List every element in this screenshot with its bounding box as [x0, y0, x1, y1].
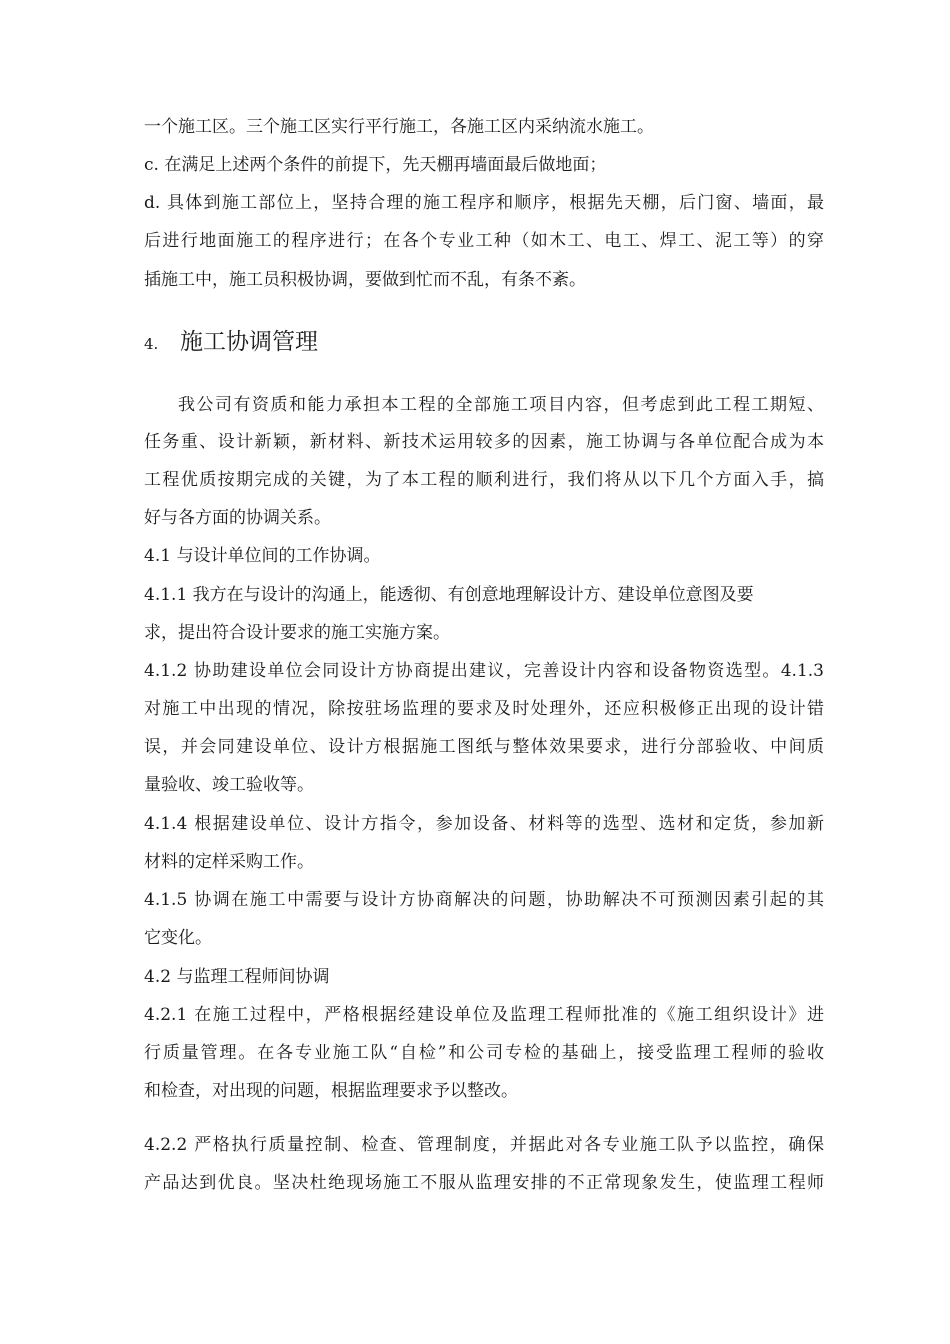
paragraph-line: 任务重、设计新颖，新材料、新技术运用较多的因素，施工协调与各单位配合成为本 — [144, 432, 824, 452]
paragraph-line: 一个施工区。三个施工区实行平行施工，各施工区内采纳流水施工。 — [144, 117, 654, 137]
paragraph-line: 量验收、竣工验收等。 — [144, 775, 314, 795]
paragraph-line: 插施工中，施工员积极协调，要做到忙而不乱，有条不紊。 — [144, 270, 586, 290]
paragraph-line: 和检查，对出现的问题，根据监理要求予以整改。 — [144, 1081, 518, 1101]
paragraph-line: 后进行地面施工的程序进行；在各个专业工种（如木工、电工、焊工、泥工等）的穿 — [144, 231, 824, 251]
paragraph-line: 行质量管理。在各专业施工队“自检”和公司专检的基础上，接受监理工程师的验收 — [144, 1043, 824, 1063]
paragraph-line: 它变化。 — [144, 928, 212, 948]
paragraph-line: 求，提出符合设计要求的施工实施方案。 — [144, 623, 450, 643]
paragraph-line: 对施工中出现的情况，除按驻场监理的要求及时处理外，还应积极修正出现的设计错 — [144, 699, 824, 719]
paragraph-line: 4.1.2 协助建设单位会同设计方协商提出建议，完善设计内容和设备物资选型。4.1.3 — [144, 661, 824, 681]
paragraph-line: 材料的定样采购工作。 — [144, 852, 314, 872]
paragraph-line: 4.1.1 我方在与设计的沟通上，能透彻、有创意地理解设计方、建设单位意图及要 — [144, 585, 754, 605]
paragraph-line: 4.2.2 严格执行质量控制、检查、管理制度，并据此对各专业施工队予以监控，确保 — [144, 1135, 824, 1155]
paragraph-line: 好与各方面的协调关系。 — [144, 508, 331, 528]
section-number: 4. — [144, 335, 159, 353]
section-heading — [144, 327, 318, 359]
paragraph-line: 4.2 与监理工程师间协调 — [144, 967, 330, 987]
section-title: 施工协调管理 — [180, 329, 318, 355]
paragraph-line: 4.1.5 协调在施工中需要与设计方协商解决的问题，协助解决不可预测因素引起的其 — [144, 890, 824, 910]
paragraph-line: c. 在满足上述两个条件的前提下，先天棚再墙面最后做地面； — [144, 155, 607, 175]
paragraph-line: d. 具体到施工部位上，坚持合理的施工程序和顺序，根据先天棚，后门窗、墙面，最 — [144, 193, 824, 213]
paragraph-line: 4.1 与设计单位间的工作协调。 — [144, 546, 381, 566]
paragraph-line: 4.1.4 根据建设单位、设计方指令，参加设备、材料等的选型、选材和定货，参加新 — [144, 814, 824, 834]
paragraph-line: 我公司有资质和能力承担本工程的全部施工项目内容，但考虑到此工程工期短、 — [178, 395, 824, 415]
paragraph-line: 产品达到优良。坚决杜绝现场施工不服从监理安排的不正常现象发生，使监理工程师 — [144, 1173, 824, 1193]
paragraph-line: 4.2.1 在施工过程中，严格根据经建设单位及监理工程师批准的《施工组织设计》进 — [144, 1005, 824, 1025]
paragraph-line: 误，并会同建设单位、设计方根据施工图纸与整体效果要求，进行分部验收、中间质 — [144, 737, 824, 757]
paragraph-line: 工程优质按期完成的关键，为了本工程的顺利进行，我们将从以下几个方面入手，搞 — [144, 470, 824, 490]
